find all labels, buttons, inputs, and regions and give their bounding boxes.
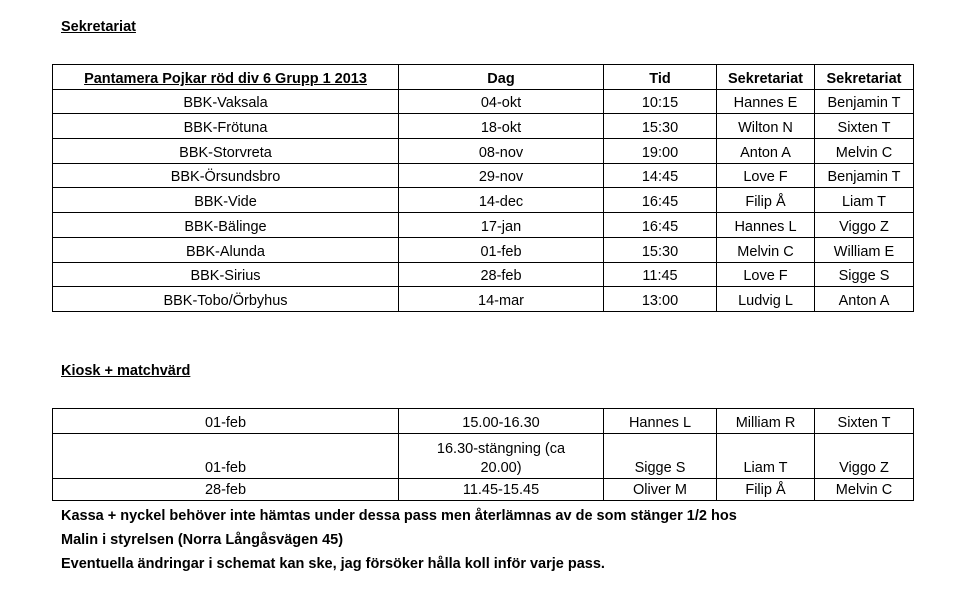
secretary-2-cell: Anton A (815, 287, 914, 312)
secretary-1-cell: Anton A (717, 139, 815, 164)
secretary-2-cell: Viggo Z (815, 213, 914, 238)
time-cell: 11:45 (604, 262, 717, 287)
table-row (53, 287, 914, 312)
table-row (53, 213, 914, 238)
secretary-2-cell: Benjamin T (815, 163, 914, 188)
time-slot-cell: 16.30-stängning (ca 20.00) (399, 434, 604, 479)
secretariat-section-title: Sekretariat (61, 19, 136, 35)
secretary-2-cell: William E (815, 237, 914, 262)
day-cell: 08-nov (399, 139, 604, 164)
match-cell: BBK-Vide (53, 188, 399, 213)
day-cell: 29-nov (399, 163, 604, 188)
secretary-1-cell: Ludvig L (717, 287, 815, 312)
person-1-cell: Sigge S (604, 434, 717, 479)
table-row (53, 188, 914, 213)
match-cell: BBK-Vaksala (53, 89, 399, 114)
person-3-cell: Viggo Z (815, 434, 914, 479)
table-header-row (53, 65, 914, 90)
match-cell: BBK-Alunda (53, 237, 399, 262)
note-line: Kassa + nyckel behöver inte hämtas under dessa pass men återlämnas av de som stänger 1/2 hos (61, 508, 737, 524)
time-cell: 15:30 (604, 237, 717, 262)
note-line: Eventuella ändringar i schemat kan ske, jag försöker hålla koll inför varje pass. (61, 556, 605, 572)
time-slot-cell: 15.00-16.30 (399, 409, 604, 434)
person-2-cell: Milliam R (717, 409, 815, 434)
time-cell: 13:00 (604, 287, 717, 312)
table-row (53, 163, 914, 188)
day-cell: 14-dec (399, 188, 604, 213)
table-row (53, 89, 914, 114)
match-cell: BBK-Bälinge (53, 213, 399, 238)
person-3-cell: Sixten T (815, 409, 914, 434)
secretary-1-cell: Melvin C (717, 237, 815, 262)
person-2-cell: Liam T (717, 434, 815, 479)
match-cell: BBK-Örsundsbro (53, 163, 399, 188)
secretary-2-cell: Benjamin T (815, 89, 914, 114)
time-cell: 10:15 (604, 89, 717, 114)
header-time: Tid (604, 65, 717, 90)
day-cell: 18-okt (399, 114, 604, 139)
day-cell: 04-okt (399, 89, 604, 114)
time-cell: 19:00 (604, 139, 717, 164)
secretary-2-cell: Sigge S (815, 262, 914, 287)
header-secretary-2: Sekretariat (815, 65, 914, 90)
date-cell: 01-feb (53, 409, 399, 434)
time-cell: 15:30 (604, 114, 717, 139)
match-cell: BBK-Tobo/Örbyhus (53, 287, 399, 312)
date-cell: 28-feb (53, 479, 399, 501)
table-row (53, 262, 914, 287)
note-line: Malin i styrelsen (Norra Långåsvägen 45) (61, 532, 344, 548)
match-cell: BBK-Sirius (53, 262, 399, 287)
table-row (53, 237, 914, 262)
secretary-1-cell: Wilton N (717, 114, 815, 139)
person-2-cell: Filip Å (717, 479, 815, 501)
time-cell: 14:45 (604, 163, 717, 188)
secretary-2-cell: Liam T (815, 188, 914, 213)
date-cell: 01-feb (53, 434, 399, 479)
person-3-cell: Melvin C (815, 479, 914, 501)
table-row (53, 139, 914, 164)
secretary-1-cell: Love F (717, 262, 815, 287)
match-cell: BBK-Storvreta (53, 139, 399, 164)
day-cell: 17-jan (399, 213, 604, 238)
header-match: Pantamera Pojkar röd div 6 Grupp 1 2013 (53, 65, 399, 90)
time-slot-cell: 11.45-15.45 (399, 479, 604, 501)
header-secretary-1: Sekretariat (717, 65, 815, 90)
kiosk-section-title: Kiosk + matchvärd (61, 363, 191, 379)
kiosk-schedule-table (52, 408, 914, 501)
secretary-1-cell: Filip Å (717, 188, 815, 213)
secretary-1-cell: Love F (717, 163, 815, 188)
match-cell: BBK-Frötuna (53, 114, 399, 139)
person-1-cell: Oliver M (604, 479, 717, 501)
secretary-1-cell: Hannes L (717, 213, 815, 238)
table-row (53, 434, 914, 479)
time-cell: 16:45 (604, 188, 717, 213)
secretariat-schedule-table (52, 64, 914, 312)
secretary-2-cell: Melvin C (815, 139, 914, 164)
day-cell: 28-feb (399, 262, 604, 287)
table-row (53, 479, 914, 501)
secretary-2-cell: Sixten T (815, 114, 914, 139)
day-cell: 01-feb (399, 237, 604, 262)
secretary-1-cell: Hannes E (717, 89, 815, 114)
header-day: Dag (399, 65, 604, 90)
notes-block (61, 504, 737, 576)
table-row (53, 114, 914, 139)
person-1-cell: Hannes L (604, 409, 717, 434)
time-cell: 16:45 (604, 213, 717, 238)
table-row (53, 409, 914, 434)
day-cell: 14-mar (399, 287, 604, 312)
